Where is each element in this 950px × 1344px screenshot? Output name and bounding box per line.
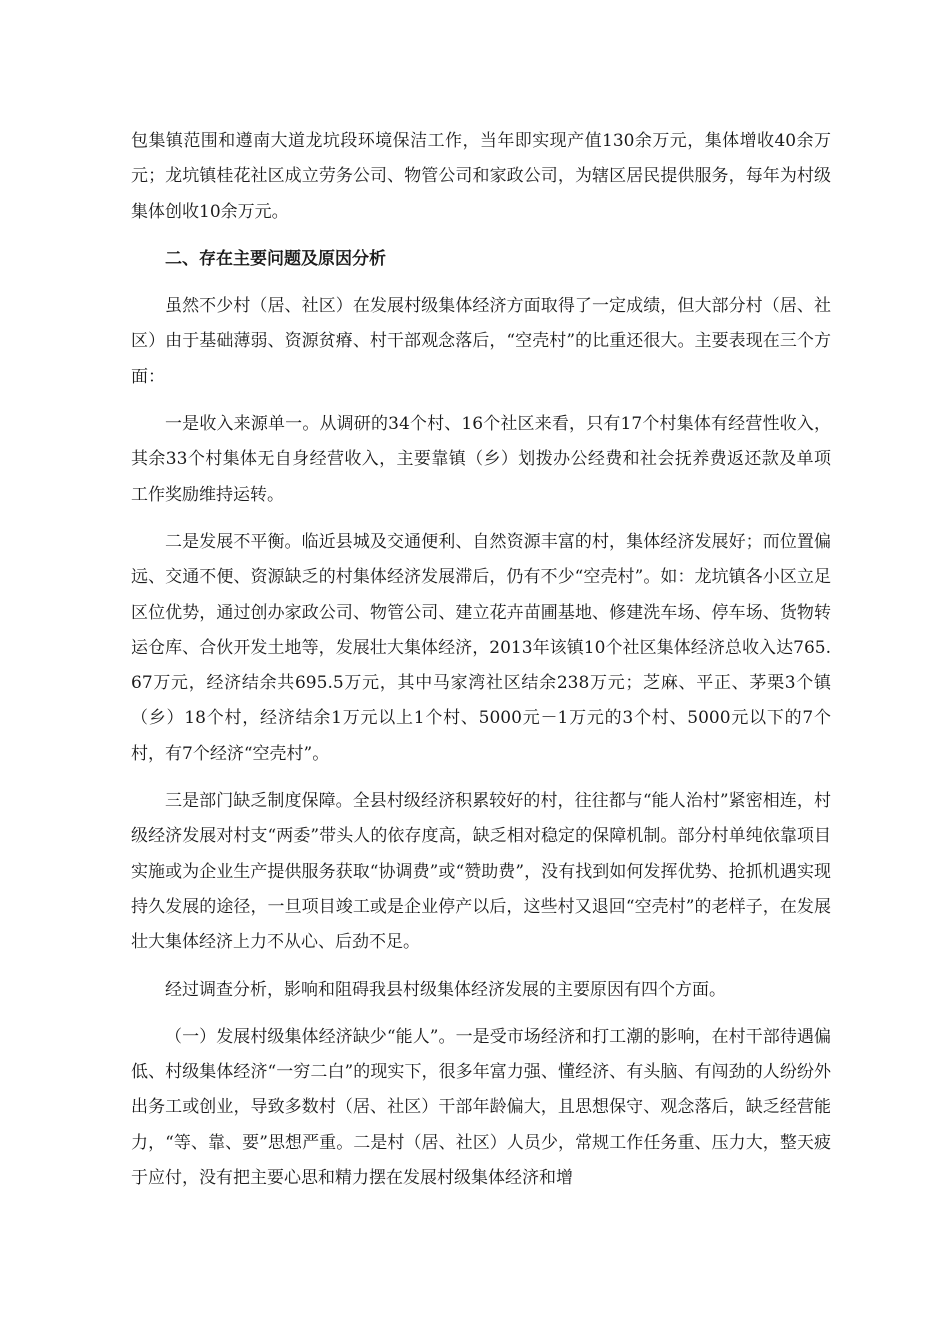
paragraph-continuation: 包集镇范围和遵南大道龙坑段环境保洁工作，当年即实现产值130余万元，集体增收40余万元；龙坑镇桂花社区成立劳务公司、物管公司和家政公司，为辖区居民提供服务，每年为村级集体创收10余万元。 — [131, 131, 831, 222]
paragraph-point-one: 一是收入来源单一。从调研的34个村、16个社区来看，只有17个村集体有经营性收入，其余33个村集体无自身经营收入，主要靠镇（乡）划拨办公经费和社会抚养费返还款及单项工作奖励维持运转。 — [131, 414, 831, 505]
paragraph-point-three: 三是部门缺乏制度保障。全县村级经济积累较好的村，往往都与“能人治村”紧密相连，村级经济发展对村支“两委”带头人的依存度高，缺乏相对稳定的保障机制。部分村单纯依靠项目实施或为企业生产提供服务获取“协调费”或“赞助费”，没有找到如何发挥优势、抢抓机遇实现持久发展的途径，一旦项目竣工或是企业停产以后，这些村又退回“空壳村”的老样子，在发展壮大集体经济上力不从心、后劲不足。 — [131, 791, 831, 953]
paragraph-reason-one: （一）发展村级集体经济缺少“能人”。一是受市场经济和打工潮的影响，在村干部待遇偏低、村级集体经济“一穷二白”的现实下，很多年富力强、懂经济、有头脑、有闯劲的人纷纷外出务工或创业，导致多数村（居、社区）干部年龄偏大，且思想保守、观念落后，缺乏经营能力，“等、靠、要”思想严重。二是村（居、社区）人员少，常规工作任务重、压力大，整天疲于应付，没有把主要心思和精力摆在发展村级集体经济和增 — [131, 1026, 831, 1189]
document-page — [131, 124, 831, 1196]
paragraph-point-two: 二是发展不平衡。临近县城及交通便利、自然资源丰富的村，集体经济发展好；而位置偏远、交通不便、资源缺乏的村集体经济发展滞后，仍有不少“空壳村”。如：龙坑镇各小区立足区位优势，通过创办家政公司、物管公司、建立花卉苗圃基地、修建洗车场、停车场、货物转运仓库、合伙开发土地等，发展壮大集体经济，2013年该镇10个社区集体经济总收入达765.67万元，经济结余共695.5万元，其中马家湾社区结余238万元；芝麻、平正、茅栗3个镇（乡）18个村，经济结余1万元以上1个村、5000元－1万元的3个村、5000元以下的7个村，有7个经济“空壳村”。 — [131, 531, 831, 764]
paragraph-intro: 虽然不少村（居、社区）在发展村级集体经济方面取得了一定成绩，但大部分村（居、社区）由于基础薄弱、资源贫瘠、村干部观念落后，“空壳村”的比重还很大。主要表现在三个方面： — [131, 296, 831, 387]
section-heading: 二、存在主要问题及原因分析 — [165, 248, 386, 269]
paragraph-analysis-intro: 经过调查分析，影响和阻碍我县村级集体经济发展的主要原因有四个方面。 — [165, 979, 726, 1000]
